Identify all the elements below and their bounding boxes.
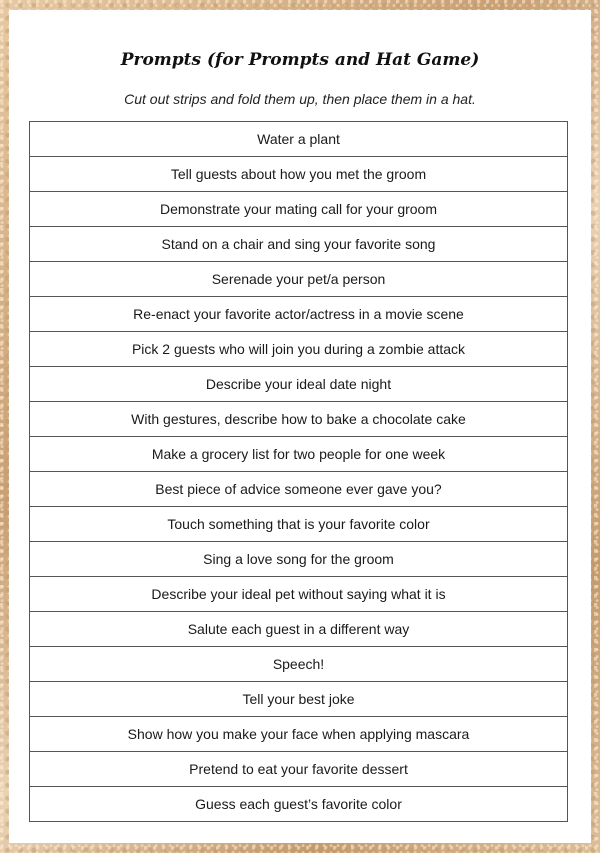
- prompt-row-15: Salute each guest in a different way: [30, 612, 567, 647]
- page-title: Prompts (for Prompts and Hat Game): [120, 50, 480, 70]
- printable-sheet: [9, 10, 591, 843]
- prompt-row-2: Tell guests about how you met the groom: [30, 157, 567, 192]
- prompt-table: [29, 121, 568, 822]
- instructions-text: Cut out strips and fold them up, then place them in a hat.: [124, 91, 476, 107]
- prompt-row-10: Make a grocery list for two people for one week: [30, 437, 567, 472]
- prompt-row-18: Show how you make your face when applying mascara: [30, 717, 567, 752]
- prompt-row-9: With gestures, describe how to bake a chocolate cake: [30, 402, 567, 437]
- prompt-row-7: Pick 2 guests who will join you during a zombie attack: [30, 332, 567, 367]
- prompt-row-11: Best piece of advice someone ever gave you?: [30, 472, 567, 507]
- prompt-row-14: Describe your ideal pet without saying what it is: [30, 577, 567, 612]
- prompt-row-13: Sing a love song for the groom: [30, 542, 567, 577]
- prompt-row-3: Demonstrate your mating call for your groom: [30, 192, 567, 227]
- prompt-row-16: Speech!: [30, 647, 567, 682]
- prompt-row-6: Re-enact your favorite actor/actress in a movie scene: [30, 297, 567, 332]
- prompt-row-8: Describe your ideal date night: [30, 367, 567, 402]
- prompt-row-20: Guess each guest’s favorite color: [30, 787, 567, 822]
- prompt-row-1: Water a plant: [30, 122, 567, 157]
- prompt-row-19: Pretend to eat your favorite dessert: [30, 752, 567, 787]
- prompt-row-4: Stand on a chair and sing your favorite song: [30, 227, 567, 262]
- prompt-row-5: Serenade your pet/a person: [30, 262, 567, 297]
- prompt-row-17: Tell your best joke: [30, 682, 567, 717]
- prompt-row-12: Touch something that is your favorite color: [30, 507, 567, 542]
